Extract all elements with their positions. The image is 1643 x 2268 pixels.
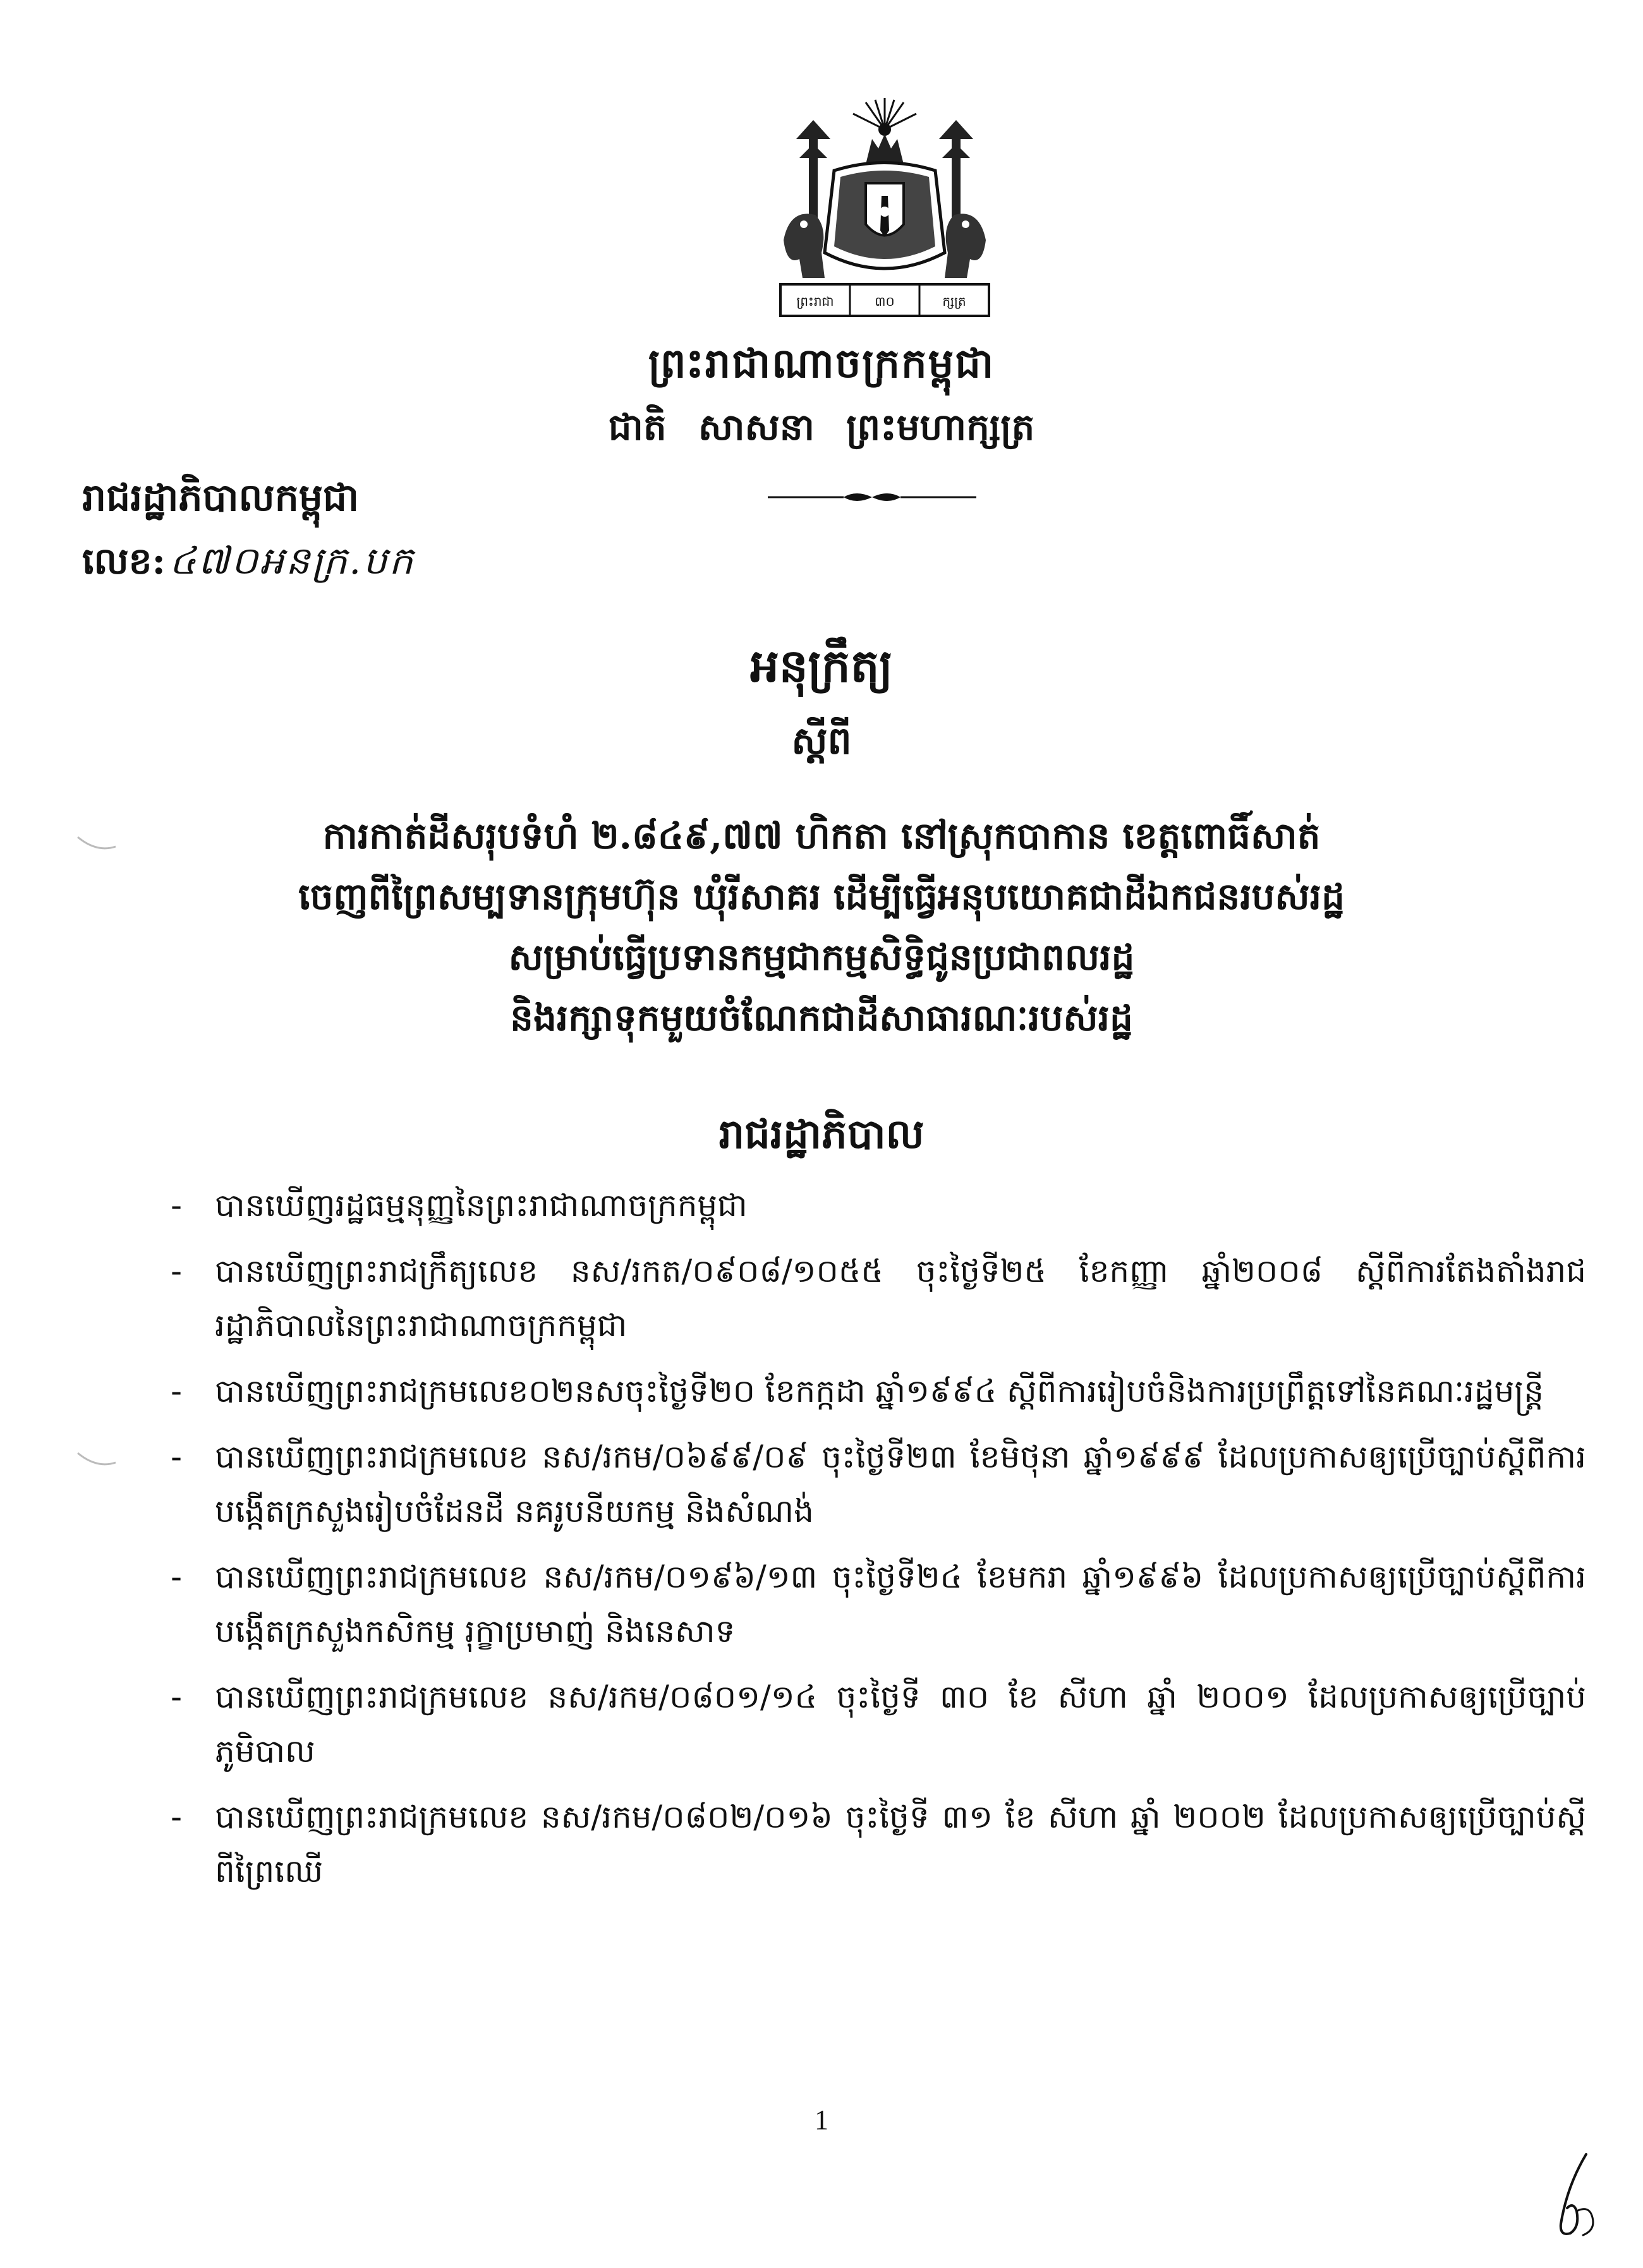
legal-reference-text: បានឃើញព្រះរាជក្រឹត្យលេខ នស/រកត/០៩០៨/១០៥៥ ចុះថ្ងៃទី២៥ ខែកញ្ញា ឆ្នាំ២០០៨ ស្តីពីការតែងតាំងរាជរដ្ឋាភិបាលនៃព្រះរាជាណាចក្រកម្ពុជា [215,1253,1586,1344]
list-dash: - [171,1187,183,1224]
legal-reference-item [171,1550,1586,1658]
document-subject [126,805,1517,1048]
punch-hole-mark-icon [75,1450,119,1469]
document-about-label: ស្តីពី [791,719,852,763]
kingdom-title: ព្រះរាជាណាចក្រកម្ពុជា [648,340,995,387]
list-dash: - [171,1253,183,1289]
legal-reference-item [171,1790,1586,1898]
list-dash: - [171,1373,183,1409]
issuer-heading: រាជរដ្ឋាភិបាល [718,1111,925,1158]
subject-line: ចេញពីព្រៃសម្បទានក្រុមហ៊ុន ឃុំរីសាគរ ដើម្បីធ្វើអនុបយោគជាដីឯកជនរបស់រដ្ឋ [298,875,1345,918]
handwritten-initials-icon [1542,2148,1605,2243]
legal-reference-item [171,1244,1586,1353]
legal-references-list [171,1178,1586,1910]
national-motto: ជាតិ សាសនា ព្រះមហាក្សត្រ [608,406,1035,449]
legal-reference-text: បានឃើញព្រះរាជក្រមលេខ នស/រកម/០៨០១/១៤ ចុះថ្ងៃទី ៣០ ខែ សីហា ឆ្នាំ ២០០១ ដែលប្រកាសឲ្យប្រើច្បាប់ភូមិបាល [215,1679,1586,1770]
legal-reference-item [171,1670,1586,1778]
government-name: រាជរដ្ឋាភិបាលកម្ពុជា [82,476,359,520]
list-dash: - [171,1559,183,1595]
seal-center-banner: ៣០ [875,294,895,309]
royal-coat-of-arms-icon [765,95,1005,322]
legal-reference-text: បានឃើញព្រះរាជក្រមលេខ០២នសចុះថ្ងៃទី២០ ខែកក្កដា ឆ្នាំ១៩៩៤ ស្តីពីការរៀបចំនិងការប្រព្រឹត្តទៅនៃគណៈរដ្ឋមន្ត្រី [215,1373,1544,1409]
reference-label: លេខ: [82,540,166,582]
subject-line: ការកាត់ដីសរុបទំហំ ២.៨៤៩,៧៧ ហិកតា នៅស្រុកបាកាន ខេត្តពោធិ៍សាត់ [322,814,1321,857]
seal-left-banner: ព្រះរាជា [796,294,834,309]
divider-ornament-icon [768,490,976,505]
legal-reference-text: បានឃើញព្រះរាជក្រមលេខ នស/រកម/០៦៩៩/០៩ ចុះថ្ងៃទី២៣ ខែមិថុនា ឆ្នាំ១៩៩៩ ដែលប្រកាសឲ្យប្រើច្បាប់ស្តីពីការបង្កើតក្រសួងរៀបចំដែនដី នគរូបនីយកម្ម និងសំណង់ [215,1439,1586,1529]
list-dash: - [171,1439,183,1475]
subject-line: និងរក្សាទុកមួយចំណែកជាដីសាធារណៈរបស់រដ្ឋ [510,996,1133,1039]
reference-number-handwritten: ៤៧០អនក្រ.បក [169,539,415,583]
legal-reference-text: បានឃើញព្រះរាជក្រមលេខ នស/រកម/០៨០២/០១៦ ចុះថ្ងៃទី ៣១ ខែ សីហា ឆ្នាំ ២០០២ ដែលប្រកាសឲ្យប្រើច្បាប់ស្តីពីព្រៃឈើ [215,1799,1586,1890]
legal-reference-item [171,1430,1586,1538]
document-type-heading: អនុក្រឹត្យ [750,639,893,692]
list-dash: - [171,1799,183,1835]
legal-reference-item [171,1178,1586,1233]
legal-reference-item [171,1364,1586,1418]
legal-reference-text: បានឃើញព្រះរាជក្រមលេខ នស/រកម/០១៩៦/១៣ ចុះថ្ងៃទី២៤ ខែមករា ឆ្នាំ១៩៩៦ ដែលប្រកាសឲ្យប្រើច្បាប់ស្តីពីការបង្កើតក្រសួងកសិកម្ម រុក្ខាប្រមាញ់ និងនេសាទ [215,1559,1586,1650]
legal-reference-text: បានឃើញរដ្ឋធម្មនុញ្ញនៃព្រះរាជាណាចក្រកម្ពុជា [215,1187,748,1224]
page-number: 1 [815,2104,828,2135]
seal-right-banner: ក្សត្រ [942,294,966,309]
list-dash: - [171,1679,183,1715]
reference-number-line [82,537,415,593]
subject-line: សម្រាប់ធ្វើប្រទានកម្មជាកម្មសិទ្ធិជូនប្រជាពលរដ្ឋ [508,936,1135,979]
punch-hole-mark-icon [75,834,119,853]
